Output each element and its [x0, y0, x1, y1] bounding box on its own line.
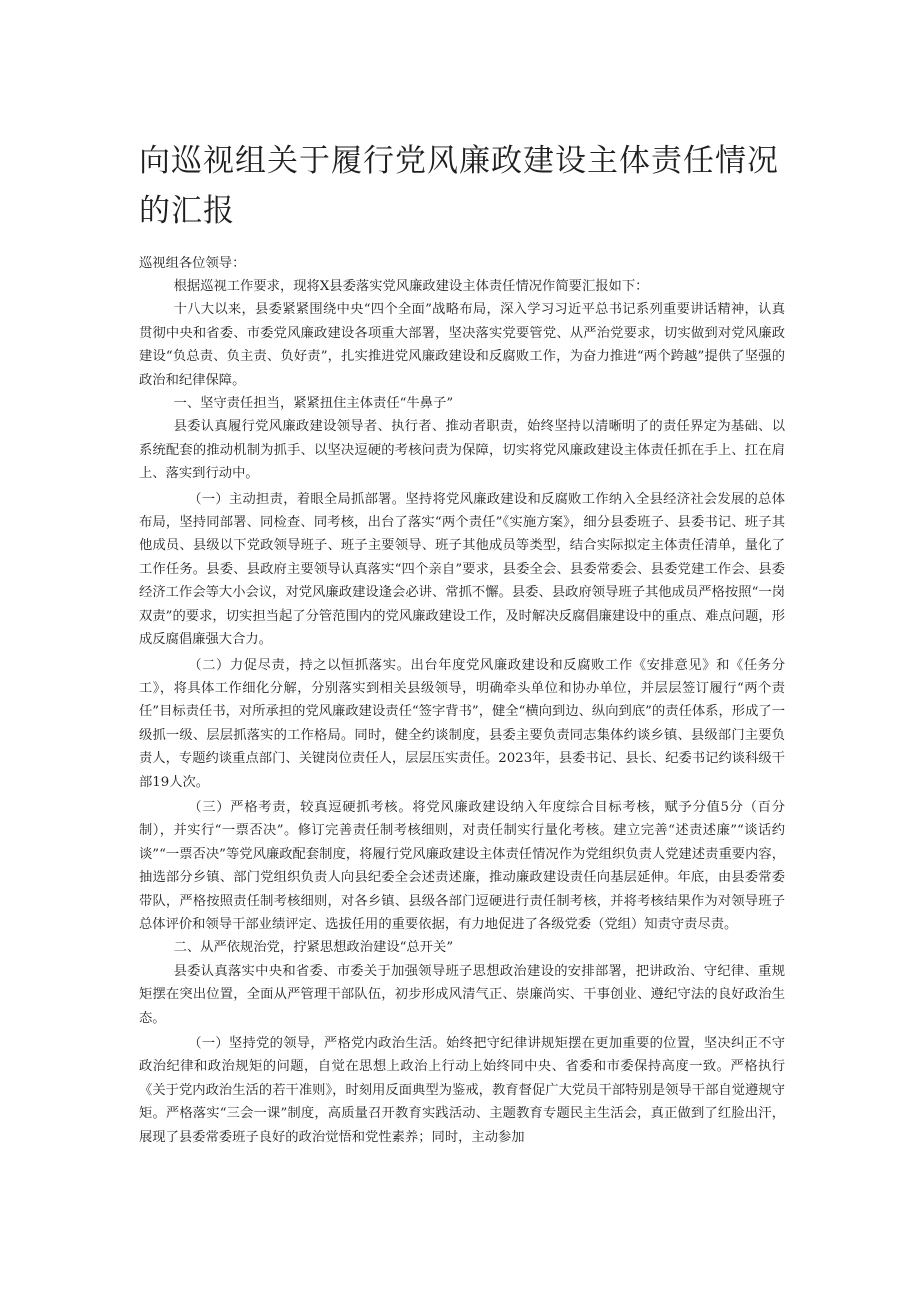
paragraph-subsection-1-2: （二）力促尽责，持之以恒抓落实。出台年度党风廉政建设和反腐败工作《安排意见》和《任务分工》，将具体工作细化分解，分别落实到相关县级领导，明确牵头单位和协办单位，并层层签订履行“两个责任”目标责任书，对所承担的党风廉政建设责任“签字背书”，健全“横向到边、纵向到底”的责任体系，形成了一级抓一级、层层抓落实的工作格局。同时，健全约谈制度，县委主要负责同志集体约谈乡镇、县级部门主要负责人，专题约谈重点部门、关键岗位责任人，层层压实责任。2023年，县委书记、县长、纪委书记约谈科级干部19人次。: [139, 657, 785, 790]
paragraph-subsection-1-1: （一）主动担责，着眼全局抓部署。坚持将党风廉政建设和反腐败工作纳入全县经济社会发展的总体布局，坚持同部署、同检查、同考核，出台了落实“两个责任”《实施方案》，细分县委班子、县委书记、班子其他成员、县级以下党政领导班子、班子主要领导、班子其他成员等类型，结合实际拟定主体责任清单，量化了工作任务。县委、县政府主要领导认真落实“四个亲自”要求，县委全会、县委常委会、县委党建工作会、县委经济工作会等大小会议，对党风廉政建设逢会必讲、常抓不懈。县委、县政府领导班子其他成员严格按照“一岗双责”的要求，切实担当起了分管范围内的党风廉政建设工作，及时解决反腐倡廉建设中的重点、难点问题，形成反腐倡廉强大合力。: [139, 491, 785, 648]
document-page: [139, 136, 785, 1149]
paragraph-section-2: 县委认真落实中央和省委、市委关于加强领导班子思想政治建设的安排部署，把讲政治、守纪律、重规矩摆在突出位置，全面从严管理干部队伍，初步形成风清气正、崇廉尚实、干事创业、遵纪守法的良好政治生态。: [139, 963, 785, 1026]
paragraph-subsection-1-3: （三）严格考责，较真逗硬抓考核。将党风廉政建设纳入年度综合目标考核，赋予分值5分（百分制），并实行“一票否决”。修订完善责任制考核细则，对责任制实行量化考核。建立完善“述责述廉”“谈话约谈”“一票否决”等党风廉政配套制度，将履行党风廉政建设主体责任情况作为党组织负责人党建述责重要内容，抽选部分乡镇、部门党组织负责人向县纪委全会述责述廉，推动廉政建设责任向基层延伸。年底，由县委常委带队，严格按照责任制考核细则，对各乡镇、县级各部门逗硬进行责任制考核，并将考核结果作为对领导班子总体评价和领导干部业绩评定、选拔任用的重要依据，有力地促进了各级党委（党组）知责守责尽责。: [139, 799, 785, 932]
paragraph-section-1: 县委认真履行党风廉政建设领导者、执行者、推动者职责，始终坚持以清晰明了的责任界定为基础、以系统配套的推动机制为抓手、以坚决逗硬的考核问责为保障，切实将党风廉政建设主体责任抓在手上、扛在肩上、落实到行动中。: [139, 419, 785, 482]
paragraph-subsection-2-1: （一）坚持党的领导，严格党内政治生活。始终把守纪律讲规矩摆在更加重要的位置，坚决纠正不守政治纪律和政治规矩的问题，自觉在思想上政治上行动上始终同中央、省委和市委保持高度一致。严格执行《关于党内政治生活的若干准则》，时刻用反面典型为鉴戒，教育督促广大党员干部特别是领导干部自觉遵规守矩。严格落实“三会一课”制度，高质量召开教育实践活动、主题教育专题民主生活会，真正做到了红脸出汗，展现了县委常委班子良好的政治觉悟和党性素养；同时，主动参加: [139, 1036, 785, 1145]
document-title: 向巡视组关于履行党风廉政建设主体责任情况的汇报: [139, 143, 779, 229]
section-heading-1: 一、坚守责任担当，紧紧扭住主体责任“牛鼻子”: [173, 396, 454, 412]
salutation: 巡视组各位领导：: [139, 256, 246, 271]
section-heading-2: 二、从严依规治党，拧紧思想政治建设“总开关”: [173, 940, 454, 956]
paragraph-intro: 根据巡视工作要求，现将X县委落实党风廉政建设主体责任情况作简要汇报如下：: [173, 279, 649, 294]
paragraph-overview: 十八大以来，县委紧紧围绕中央“四个全面”战略布局，深入学习习近平总书记系列重要讲话精神，认真贯彻中央和省委、市委党风廉政建设各项重大部署，坚决落实党要管党、从严治党要求，切实做到对党风廉政建设“负总责、负主责、负好责”，扎实推进党风廉政建设和反腐败工作，为奋力推进“两个跨越”提供了坚强的政治和纪律保障。: [139, 302, 785, 388]
